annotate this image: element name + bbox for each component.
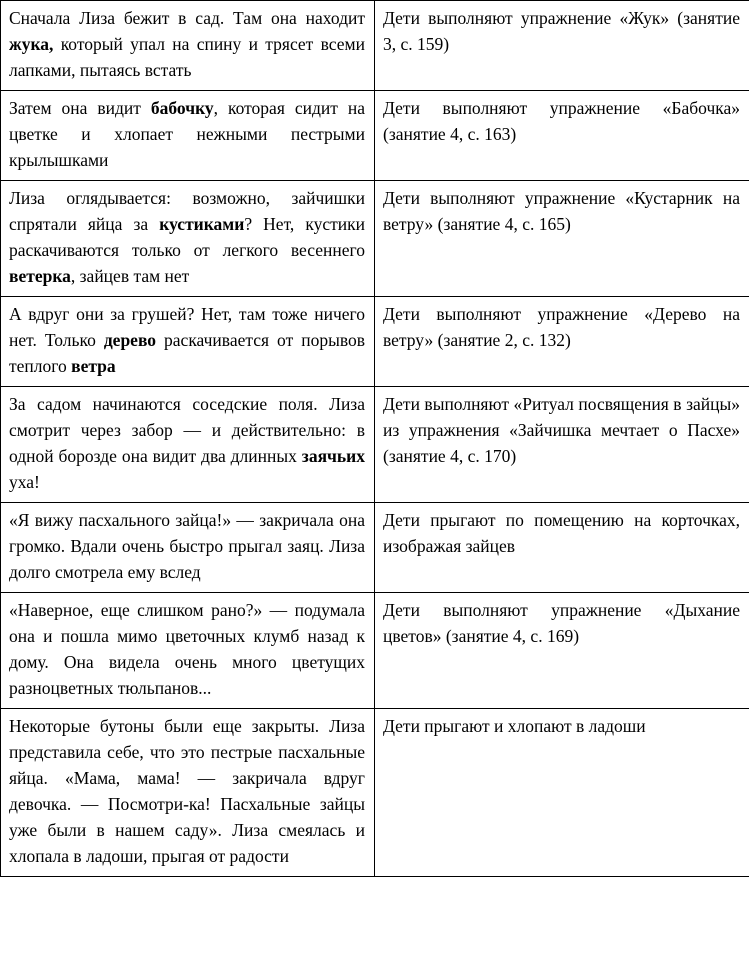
exercise-cell: Дети выполняют упражнение «Жук» (занятие 3, с. 159) [375, 1, 749, 91]
exercise-cell: Дети выполняют упражнение «Бабочка» (занятие 4, с. 163) [375, 91, 749, 181]
story-text-segment: ветерка [9, 266, 71, 286]
story-cell [1, 1, 375, 91]
story-text-segment: «Я вижу пасхального зайца!» — закричала она громко. Вдали очень быстро прыгал заяц. Лиза долго смотрела ему вслед [9, 510, 365, 582]
story-text-segment: бабочку [150, 98, 214, 118]
story-text-segment: , зайцев там нет [70, 266, 190, 286]
table-row [1, 387, 749, 503]
exercise-cell: Дети выполняют упражнение «Дыхание цветов» (занятие 4, с. 169) [375, 593, 749, 709]
story-text-segment: «Наверное, еще слишком рано?» — подумала она и пошла мимо цветочных клумб назад к дому. Она видела очень много цветущих разноцветных тюльпанов... [9, 600, 365, 698]
story-text-segment: Некоторые бутоны были еще закрыты. Лиза представила себе, что это пестрые пасхальные яйца. «Мама, мама! — закричала вдруг девочка. — Посмотри-ка! Пасхальные зайцы уже были в нашем саду». Лиза смеялась и хлопала в ладоши, прыгая от радости [9, 716, 365, 866]
exercise-cell: Дети прыгают по помещению на корточках, изображая зайцев [375, 503, 749, 593]
story-cell [1, 297, 375, 387]
story-text-segment: уха! [9, 472, 40, 492]
table-row [1, 297, 749, 387]
table-row [1, 1, 749, 91]
story-text-segment: Лиза оглядывается: возможно, зайчишки спрятали яйца за [9, 188, 365, 234]
exercise-cell: Дети выполняют «Ритуал посвящения в зайцы» из упражнения «Зайчишка мечтает о Пасхе» (занятие 4, с. 170) [375, 387, 749, 503]
exercise-cell: Дети выполняют упражнение «Дерево на ветру» (занятие 2, с. 132) [375, 297, 749, 387]
table-row [1, 593, 749, 709]
story-text-segment: жука, [9, 34, 54, 54]
story-cell [1, 593, 375, 709]
table-row [1, 709, 749, 877]
story-cell [1, 387, 375, 503]
story-cell [1, 503, 375, 593]
story-cell [1, 91, 375, 181]
story-text-segment: За садом начинаются соседские поля. Лиза смотрит через забор — и действительно: в одной борозде она видит два длинных [9, 394, 365, 466]
exercise-cell: Дети прыгают и хлопают в ладоши [375, 709, 749, 877]
story-text-segment: ветра [71, 356, 116, 376]
story-text-segment: Затем она видит [9, 98, 151, 118]
exercise-cell: Дети выполняют упражнение «Кустарник на ветру» (занятие 4, с. 165) [375, 181, 749, 297]
table-row [1, 181, 749, 297]
story-text-segment: А вдруг они за грушей? Нет, там тоже ничего нет. Только [9, 304, 365, 350]
story-cell [1, 709, 375, 877]
table-row [1, 91, 749, 181]
story-text-segment: Сначала Лиза бежит в сад. Там она находит [9, 8, 365, 28]
story-text-segment: дерево [103, 330, 157, 350]
story-cell [1, 181, 375, 297]
table-row [1, 503, 749, 593]
table-body [1, 1, 749, 877]
story-text-segment: , которая сидит на цветке и хлопает нежными пестрыми крылышками [9, 98, 365, 170]
story-text-segment: который упал на спину и трясет всеми лапками, пытаясь встать [9, 34, 365, 80]
story-text-segment: раскачивается от порывов теплого [9, 330, 365, 376]
story-text-segment: ? Нет, кустики раскачиваются только от легкого весеннего [9, 214, 365, 260]
story-text-segment: заячьих [301, 446, 365, 466]
story-text-segment: кустиками [159, 214, 245, 234]
